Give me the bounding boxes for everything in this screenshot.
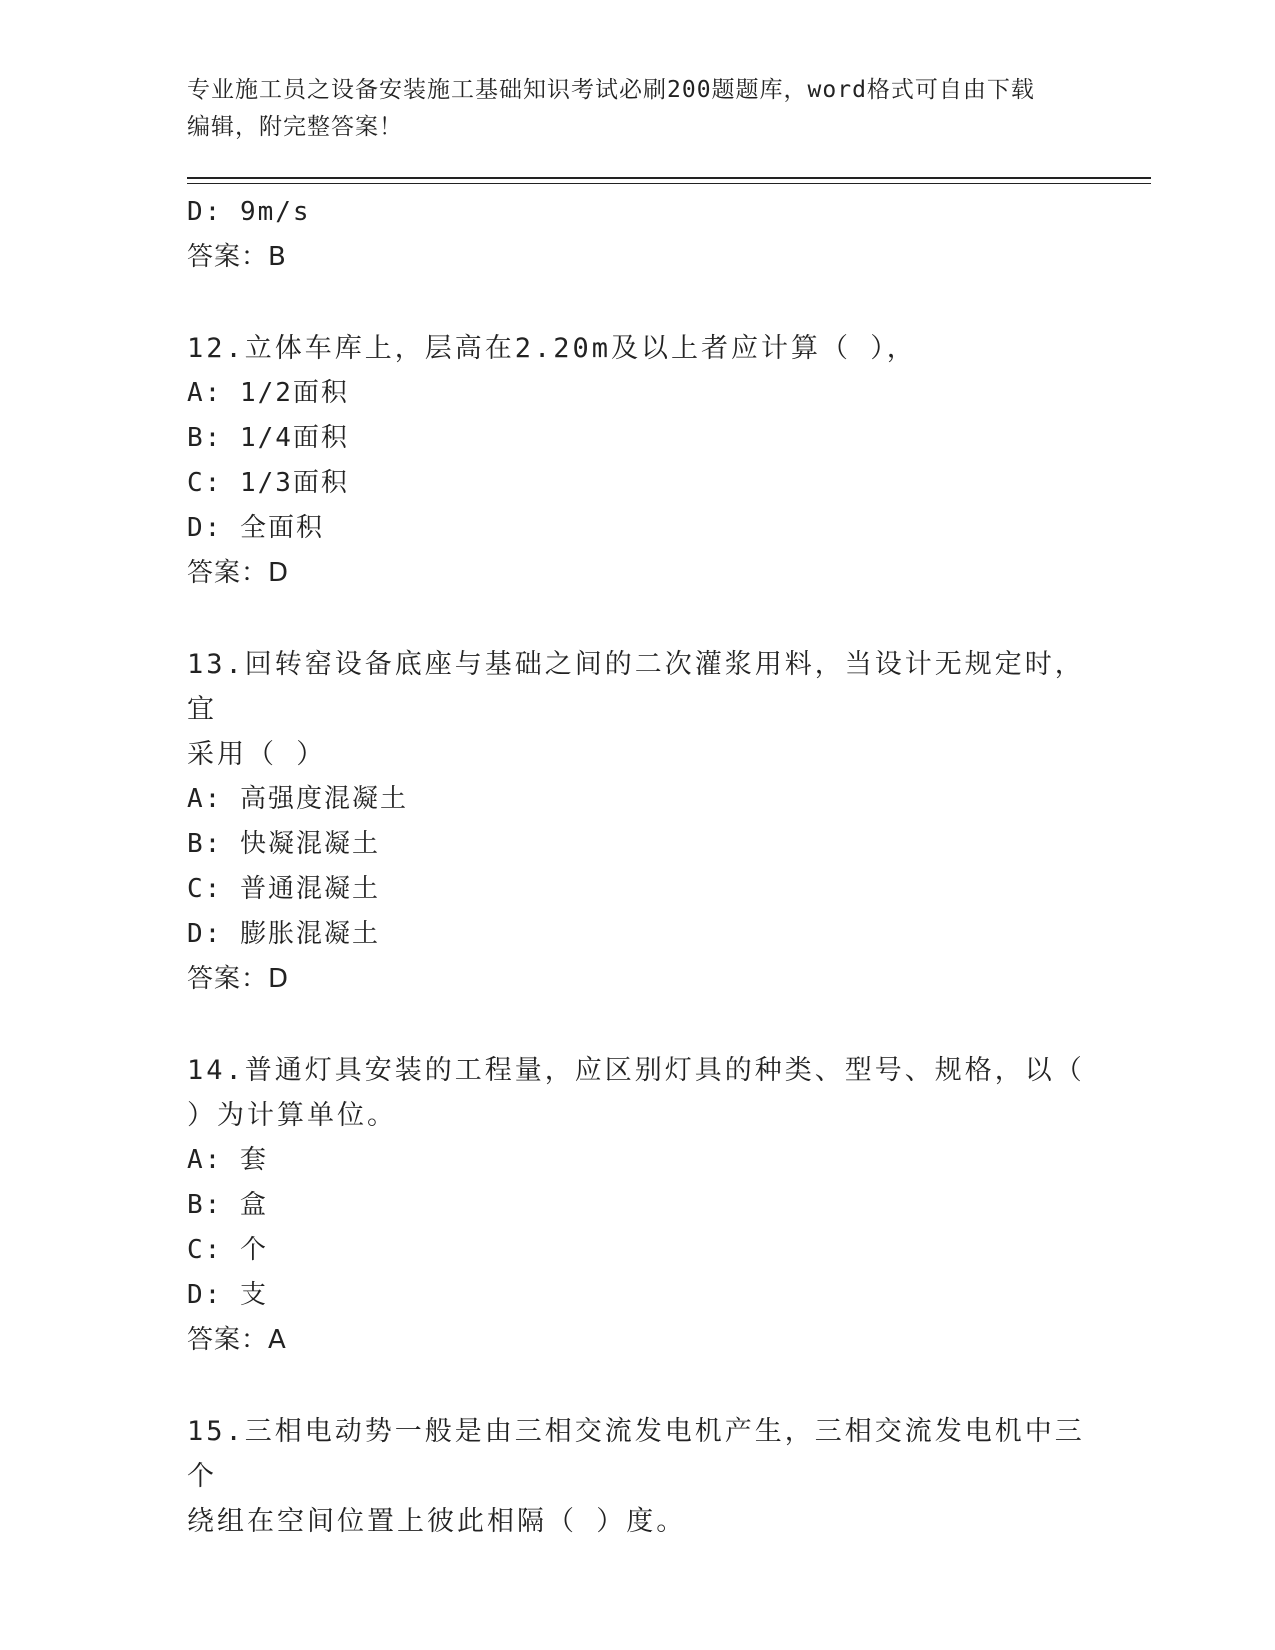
option-d: D: 全面积 <box>187 513 324 543</box>
question-stem-line-2: 采用（ ） <box>187 739 327 770</box>
option-a: A: 高强度混凝土 <box>187 784 408 814</box>
option-c: C: 普通混凝土 <box>187 874 380 904</box>
question-15 <box>187 1409 1087 1544</box>
option-c: C: 个 <box>187 1235 268 1265</box>
question-stem-line-1: 15.三相电动势一般是由三相交流发电机产生，三相交流发电机中三个 <box>187 1416 1085 1492</box>
option-d: D: 膨胀混凝土 <box>187 919 380 949</box>
option-b: B: 快凝混凝土 <box>187 829 380 859</box>
header-divider-thin <box>187 183 1151 184</box>
option-d: D: 9m/s <box>187 197 311 227</box>
answer-label: 答案：A <box>187 1325 287 1355</box>
spacer <box>187 596 1087 642</box>
option-b: B: 1/4面积 <box>187 423 349 453</box>
question-11 <box>187 190 1087 280</box>
question-stem-line-2: ）为计算单位。 <box>187 1100 397 1131</box>
question-13 <box>187 642 1087 1002</box>
option-d: D: 支 <box>187 1280 268 1310</box>
answer-label: 答案：D <box>187 964 290 994</box>
question-stem-line-1: 14.普通灯具安装的工程量，应区别灯具的种类、型号、规格，以（ <box>187 1055 1085 1086</box>
answer-label: 答案：B <box>187 242 287 272</box>
spacer <box>187 1363 1087 1409</box>
spacer <box>187 280 1087 326</box>
question-12 <box>187 326 1087 596</box>
option-b: B: 盒 <box>187 1190 268 1220</box>
question-stem-line-2: 绕组在空间位置上彼此相隔（ ）度。 <box>187 1506 687 1537</box>
question-list <box>187 190 1087 1544</box>
header-title-line-1: 专业施工员之设备安装施工基础知识考试必刷200题题库，word格式可自由下载 <box>187 77 1035 103</box>
option-c: C: 1/3面积 <box>187 468 349 498</box>
question-stem: 12.立体车库上，层高在2.20m及以上者应计算（ ）， <box>187 333 917 364</box>
document-header <box>187 72 1087 146</box>
spacer <box>187 1002 1087 1048</box>
question-stem-line-1: 13.回转窑设备底座与基础之间的二次灌浆用料，当设计无规定时，宜 <box>187 649 1085 725</box>
answer-label: 答案：D <box>187 558 290 588</box>
option-a: A: 套 <box>187 1145 268 1175</box>
header-title-line-2: 编辑，附完整答案！ <box>187 114 403 140</box>
option-a: A: 1/2面积 <box>187 378 349 408</box>
question-14 <box>187 1048 1087 1363</box>
header-divider-thick <box>187 177 1151 179</box>
